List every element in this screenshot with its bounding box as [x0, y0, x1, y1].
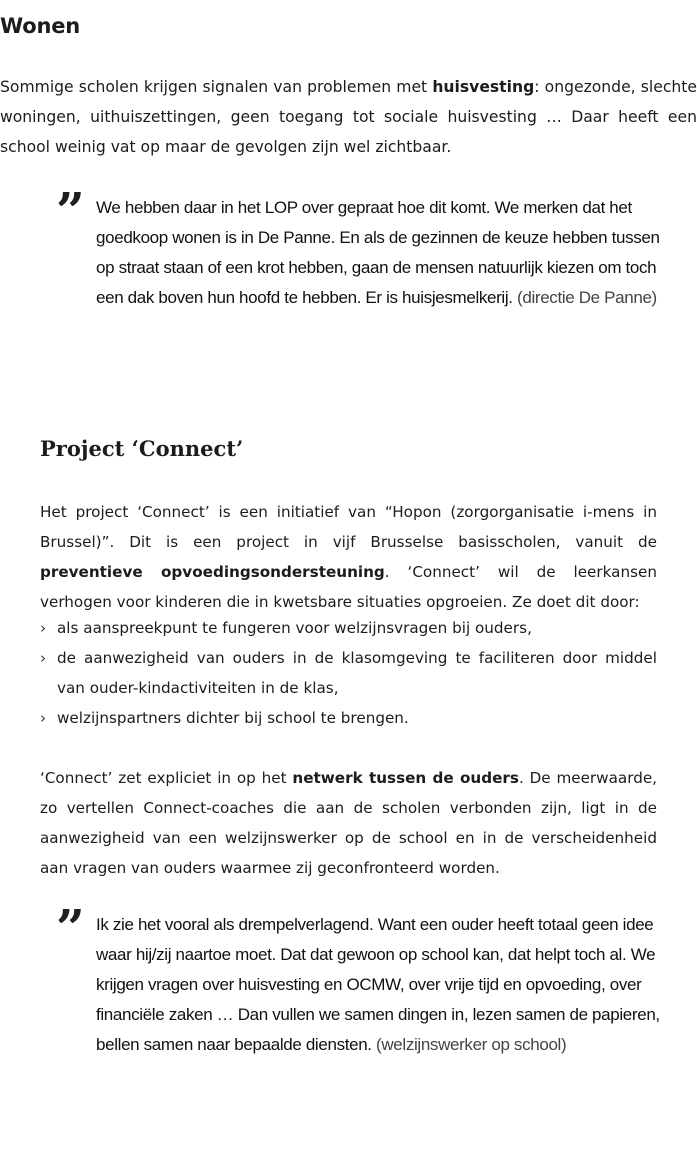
paragraph-connect-intro: [40, 497, 657, 617]
section-heading-wonen: Wonen: [0, 14, 80, 38]
quote-1-body: We hebben daar in het LOP over gepraat hoe dit komt. We merken dat het goedkoop wonen is in De Panne. En als de gezinnen de keuze hebben tussen op straat staan of een krot hebben, gaan de mensen natuurlijk kiezen om toch een dak boven hun hoofd te hebben. Er is huisjesmelkerij.: [96, 198, 660, 307]
bullet-chevron-icon: ›: [40, 619, 47, 637]
list-item-text: welzijnspartners dichter bij school te brengen.: [57, 709, 409, 727]
quote-block-2: [56, 898, 676, 1060]
paragraph-wonen-text-1: Sommige scholen krijgen signalen van problemen met: [0, 78, 433, 96]
list-item-text: als aanspreekpunt te fungeren voor welzijnsvragen bij ouders,: [57, 619, 532, 637]
list-item: [40, 703, 657, 733]
quote-1-text: [56, 193, 676, 313]
paragraph-wonen-text-2: : ongezonde, slechte woningen, uithuiszettingen, geen toegang tot sociale huisvesting … Daar heeft een school weinig vat op maar de gevolgen zijn wel zichtbaar.: [0, 78, 697, 156]
quote-2-body: Ik zie het vooral als drempelverlagend. Want een ouder heeft totaal geen idee waar hij/zij naartoe moet. Dat dat gewoon op school kan, dat helpt toch al. We krijgen vragen over huisvesting en OCMW, over vrije tijd en opvoeding, over financiële zaken … Dan vullen we samen dingen in, lezen samen de papieren, bellen samen naar bepaalde diensten.: [96, 915, 660, 1054]
list-item: [40, 613, 657, 643]
keyword-huisvesting: huisvesting: [432, 78, 535, 96]
paragraph-connect-network-text-1: ‘Connect’ zet expliciet in op het: [40, 769, 293, 787]
keyword-netwerk-tussen-de-ouders: netwerk tussen de ouders: [292, 769, 519, 787]
keyword-preventieve-opvoedingsondersteuning: preventieve opvoedingsondersteuning: [40, 563, 385, 581]
paragraph-connect-network-text-2: . De meerwaarde, zo vertellen Connect-coaches die aan de scholen verbonden zijn, ligt in de aanwezigheid van een welzijnswerker op de school en in de verscheidenheid aan vragen van ouders waarmee zij geconfronteerd worden.: [40, 769, 658, 877]
quote-mark-icon: ”: [56, 181, 81, 240]
quote-2-attribution: (welzijnswerker op school): [371, 1035, 567, 1054]
list-item: [40, 643, 657, 703]
list-item-text: de aanwezigheid van ouders in de klasomgeving te faciliteren door middel van ouder-kindactiviteiten in de klas,: [57, 649, 657, 697]
paragraph-connect-intro-text-1: Het project ‘Connect’ is een initiatief van “Hopon (zorgorganisatie i-mens in Brussel)”. Dit is een project in vijf Brusselse basisscholen, vanuit de: [40, 503, 657, 551]
section-heading-connect: Project ‘Connect’: [40, 436, 244, 461]
quote-mark-icon: ”: [56, 898, 81, 957]
paragraph-connect-network: [40, 763, 657, 883]
paragraph-connect-intro-text-2: . ‘Connect’ wil de leerkansen verhogen voor kinderen die in kwetsbare situaties opgroeien. Ze doet dit door:: [40, 563, 657, 611]
bullet-list: [40, 613, 657, 733]
paragraph-wonen: [0, 72, 697, 162]
bullet-chevron-icon: ›: [40, 649, 47, 667]
quote-1-attribution: (directie De Panne): [512, 288, 657, 307]
bullet-chevron-icon: ›: [40, 709, 47, 727]
quote-2-text: [56, 910, 676, 1060]
quote-block-1: [56, 181, 676, 313]
